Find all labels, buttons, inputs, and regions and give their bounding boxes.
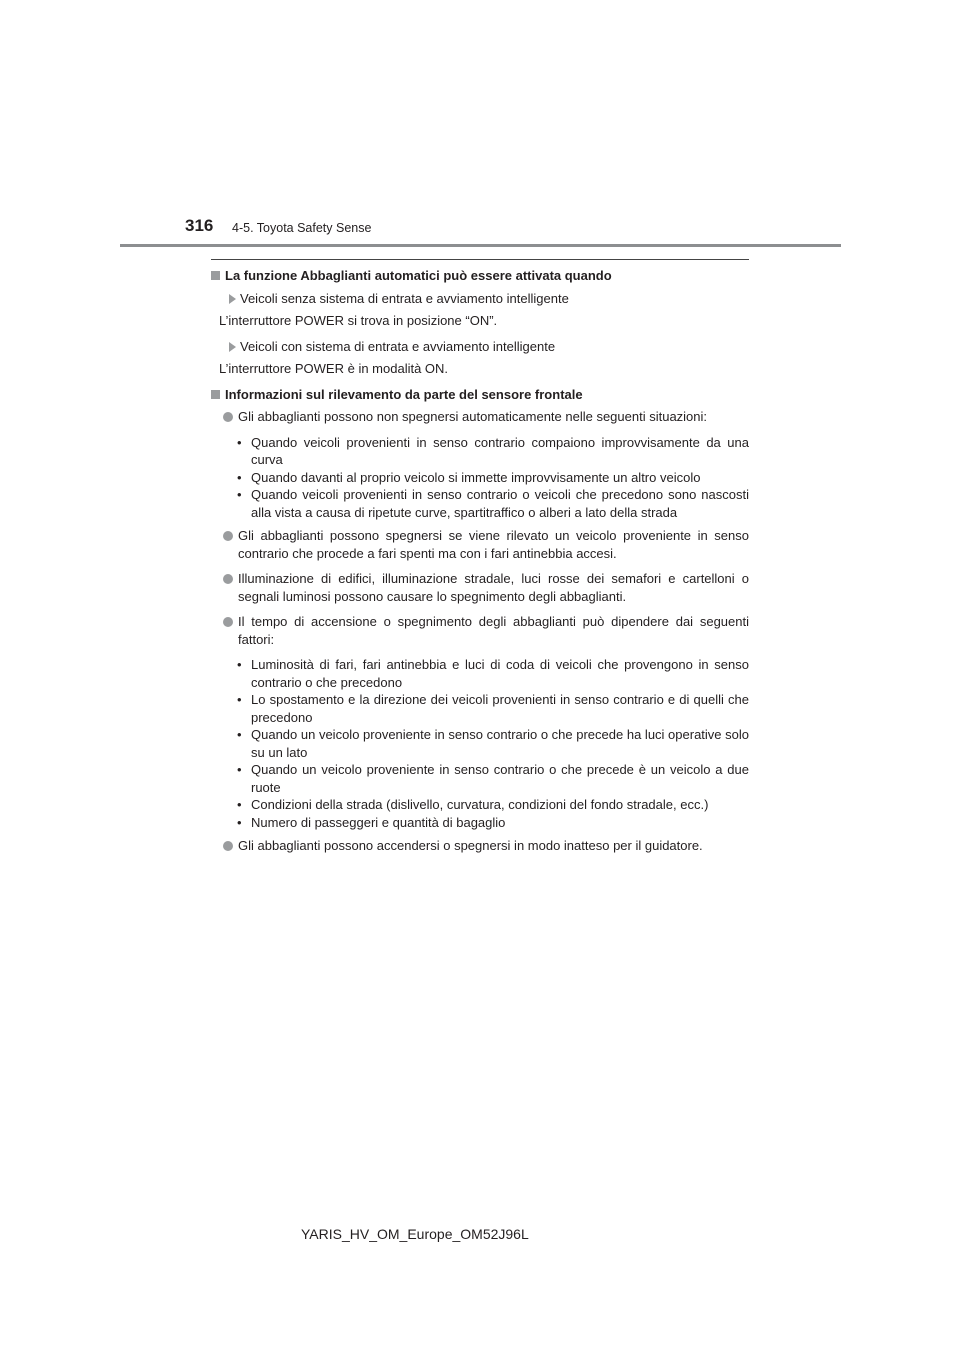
circle-bullet-icon (223, 841, 233, 851)
square-bullet-icon (211, 390, 220, 399)
list-item: • Luminosità di fari, fari antinebbia e luci di coda di veicoli che provengono in senso contrario o che precedono (237, 656, 749, 691)
subheading-text: Veicoli con sistema di entrata e avviamento intelligente (240, 338, 556, 354)
page-content (211, 267, 749, 863)
list-item: • Quando veicoli provenienti in senso contrario o veicoli che precedono sono nascosti alla vista a causa di ripetute curve, spartitraffico o alberi a lato della strada (237, 486, 749, 521)
list-item: • Quando veicoli provenienti in senso contrario compaiono improvvisamente da una curva (237, 434, 749, 469)
sub-list (237, 656, 749, 831)
list-item: • Numero di passeggeri e quantità di bagaglio (237, 814, 749, 832)
paragraph: L’interruttore POWER si trova in posizione “ON”. (219, 313, 498, 328)
list-item: • Lo spostamento e la direzione dei veicoli provenienti in senso contrario e di quelli che precedono (237, 691, 749, 726)
bullet-item (223, 570, 749, 605)
section-title: 4-5. Toyota Safety Sense (232, 221, 372, 235)
bullet-text: Il tempo di accensione o spegnimento degli abbaglianti può dipendere dai seguenti fattori: (238, 614, 749, 647)
square-bullet-icon (211, 271, 220, 280)
header-rule (120, 244, 841, 247)
list-item: • Quando un veicolo proveniente in senso contrario o che precede ha luci operative solo su un lato (237, 726, 749, 761)
subheading (229, 338, 749, 356)
bullet-text: Illuminazione di edifici, illuminazione stradale, luci rosse dei semafori e cartelloni o segnali luminosi possono causare lo spegnimento degli abbaglianti. (238, 571, 749, 604)
paragraph: L’interruttore POWER è in modalità ON. (219, 361, 449, 376)
bullet-text: Gli abbaglianti possono non spegnersi automaticamente nelle seguenti situazioni: (238, 409, 708, 424)
list-item: • Quando un veicolo proveniente in senso contrario o che precede è un veicolo a due ruote (237, 761, 749, 796)
document-code: YARIS_HV_OM_Europe_OM52J96L (301, 1226, 529, 1242)
bullet-item (223, 408, 749, 426)
subheading-text: Veicoli senza sistema di entrata e avviamento intelligente (240, 290, 569, 306)
section-heading (211, 386, 749, 404)
sub-list (237, 434, 749, 522)
triangle-arrow-icon (229, 342, 236, 352)
heading-text: La funzione Abbaglianti automatici può essere attivata quando (225, 268, 612, 283)
bullet-text: Gli abbaglianti possono accendersi o spegnersi in modo inatteso per il guidatore. (238, 838, 703, 853)
section-heading (211, 267, 749, 285)
content-divider (211, 259, 749, 260)
list-item: • Condizioni della strada (dislivello, curvatura, condizioni del fondo stradale, ecc.) (237, 796, 749, 814)
bullet-item (223, 527, 749, 562)
circle-bullet-icon (223, 531, 233, 541)
circle-bullet-icon (223, 617, 233, 627)
circle-bullet-icon (223, 574, 233, 584)
page-number: 316 (185, 216, 214, 235)
bullet-item (223, 837, 749, 855)
heading-text: Informazioni sul rilevamento da parte del sensore frontale (225, 386, 583, 402)
bullet-item (223, 613, 749, 648)
list-item: • Quando davanti al proprio veicolo si immette improvvisamente un altro veicolo (237, 469, 749, 487)
subheading (229, 290, 749, 308)
bullet-text: Gli abbaglianti possono spegnersi se viene rilevato un veicolo proveniente in senso contrario che procede a fari spenti ma con i fari antinebbia accesi. (238, 528, 749, 561)
triangle-arrow-icon (229, 294, 236, 304)
circle-bullet-icon (223, 412, 233, 422)
